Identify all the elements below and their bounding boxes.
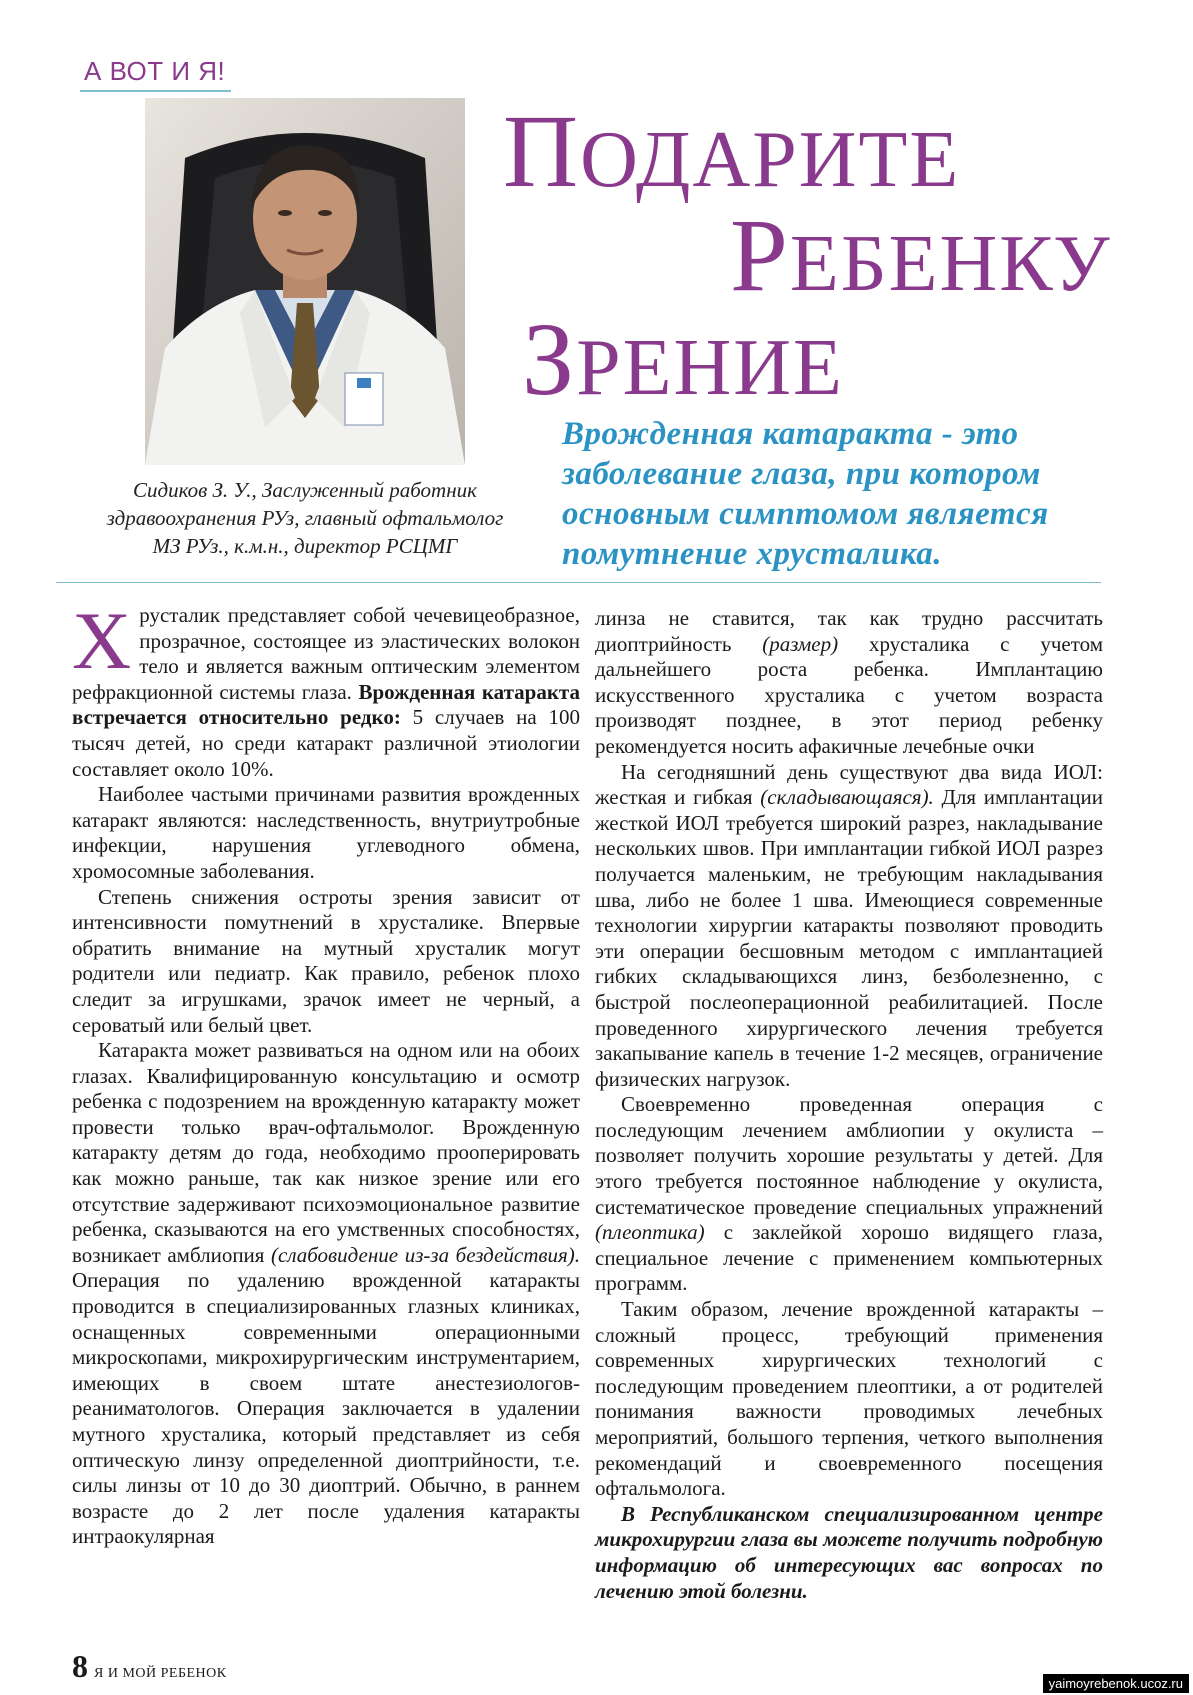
lead-paragraph: Врожденная катаракта - это заболевание глаза, при котором основным симптомом является помутнение хрусталика. xyxy=(562,416,1049,572)
article-column-1 xyxy=(72,595,581,1550)
article-column-2 xyxy=(595,606,1103,1604)
headline-rest: ЕБЕНКУ xyxy=(789,220,1112,308)
article-paragraph: Степень снижения остроты зрения зависит от интенсивности помутнений в хрусталике. Впервые обратить внимание на мутный хрусталик могут родители или педиатр. Как правило, ребенок плохо следит за игрушками, зрачок имеет не черный, а сероватый или белый цвет. xyxy=(72,884,580,1037)
page-number: 8 xyxy=(72,1648,88,1684)
article-paragraph xyxy=(595,760,1103,1093)
paragraph-text: Катаракта может развиваться на одном или на обоих глазах. Квалифицированную консультацию и осмотр ребенка с подозрением на врожденную катаракту может провести только врач-офтальмолог. Врожденную катаракту детям до года, необходимо прооперировать как можно раньше, так как низкое зрение или его отсутствие задерживают психоэмоциональное развитие ребенка, сказываются на его умственных способностях, возникает амблиопия xyxy=(72,1038,580,1267)
portrait-illustration xyxy=(145,98,465,465)
paragraph-text: русталик представляет собой чечевицеобразное, прозрачное, состоящее из эластических волокон тело и является важным оптическим элементом рефракционной системы глаза. xyxy=(72,603,580,704)
paragraph-text: На сегодняшний день существуют два вида ИОЛ: жесткая и гибкая xyxy=(595,759,1103,810)
section-rubric: А ВОТ И Я! xyxy=(80,56,231,92)
headline-rest: ОДАРИТЕ xyxy=(580,116,961,204)
caption-line: МЗ РУз., к.м.н., директор РСЦМГ xyxy=(152,534,458,558)
paragraph-text: Операция по удалению врожденной катаракты проводится в специализированных глазных клиниках, оснащенных современными операционными микроскопами, микрохирургическим инструментарием, имеющих в своем штате анестезиологов-реаниматологов. Операция заключается в удалении мутного хрусталика, который представляет из себя оптическую линзу определенной диоптрийности, т.е. силы линзы от 10 до 30 диоптрий. Обычно, в раннем возрасте до 2 лет после удаления катаракты интраокулярная xyxy=(72,1268,580,1549)
article-paragraph xyxy=(72,595,581,782)
paragraph-text: с заклейкой хорошо видящего глаза, специальное лечение с применением компьютерных программ. xyxy=(595,1220,1103,1296)
paragraph-italic: (складывающаяся). xyxy=(760,785,934,810)
magazine-name: Я И МОЙ РЕБЕНОК xyxy=(94,1666,227,1681)
paragraph-text: линза не ставится, так как трудно рассчитать диоптрийность xyxy=(595,606,1103,656)
headline-rest: РЕНИЕ xyxy=(576,324,844,412)
caption-line: Сидиков З. У., Заслуженный работник xyxy=(133,478,477,502)
paragraph-italic: (слабовидение из-за бездействия). xyxy=(271,1242,580,1267)
page-footer xyxy=(72,1648,227,1685)
paragraph-bold: Врожденная катаракта встречается относительно редко: xyxy=(72,679,581,730)
headline-line-1 xyxy=(503,92,960,211)
author-photo xyxy=(145,98,465,465)
closing-paragraph: В Республиканском специализированном центре микрохирургии глаза вы можете получить подробную информацию об интересующих вас вопросах по лечению этой болезни. xyxy=(595,1501,1103,1603)
article-paragraph: Наиболее частыми причинами развития врожденных катаракт являются: наследственность, внутриутробные инфекции, нарушения углеводного обмена, хромосомные заболевания. xyxy=(72,782,580,883)
article-paragraph xyxy=(72,1038,580,1550)
paragraph-text: Для имплантации жесткой ИОЛ требуется широкий разрез, накладывание нескольких швов. При имплантации гибкой ИОЛ разрез получается маленьким, не требующим накладывания шва, либо не более 1 шва. Имеющиеся современные технологии хирургии катаракты позволяют проводить эти операции бесшовным методом с имплантацией гибких складывающихся линз, безболезненно, с быстрой послеоперационной реабилитацией. После проведенного хирургического лечения требуется закапывание капель в течение 1-2 месяцев, ограничение физических нагрузок. xyxy=(595,785,1103,1091)
site-watermark: yaimoyrebenok.ucoz.ru xyxy=(1043,1674,1189,1693)
article-paragraph xyxy=(595,606,1103,760)
paragraph-text: 5 случаев на 100 тысяч детей, но среди катаракт различной этиологии составляет около 10%. xyxy=(72,705,580,781)
paragraph-text: хрусталика с учетом дальнейшего роста ребенка. Имплантацию искусственного хрусталика с учетом возраста производят позднее, в этот период ребенку рекомендуется носить афакичные лечебные очки xyxy=(595,631,1103,758)
photo-caption xyxy=(70,476,540,560)
caption-line: здравоохранения РУз, главный офтальмолог xyxy=(106,506,504,530)
drop-cap: Х xyxy=(72,595,132,686)
article-paragraph xyxy=(595,1092,1103,1297)
paragraph-italic: (плеоптика) xyxy=(595,1220,705,1245)
headline-line-2 xyxy=(730,196,1112,315)
headline-line-3 xyxy=(522,300,844,419)
divider xyxy=(56,582,1101,583)
article-paragraph: Таким образом, лечение врожденной катаракты – сложный процесс, требующий применения современных хирургических технологий с последующим проведением плеоптики, а от родителей понимания важности проводимых лечебных мероприятий, большого терпения, четкого выполнения рекомендаций и своевременного посещения офтальмолога. xyxy=(595,1297,1103,1501)
headline-initial: З xyxy=(522,302,577,417)
headline-initial: Р xyxy=(730,198,790,313)
headline-initial: П xyxy=(503,94,581,209)
paragraph-italic: (размер) xyxy=(762,631,839,656)
paragraph-text: Своевременно проведенная операция с последующим лечением амблиопии у окулиста – позволяет получить хорошие результаты у детей. Для этого требуется постоянное наблюдение у окулиста, систематическое проведение специальных упражнений xyxy=(595,1092,1103,1219)
